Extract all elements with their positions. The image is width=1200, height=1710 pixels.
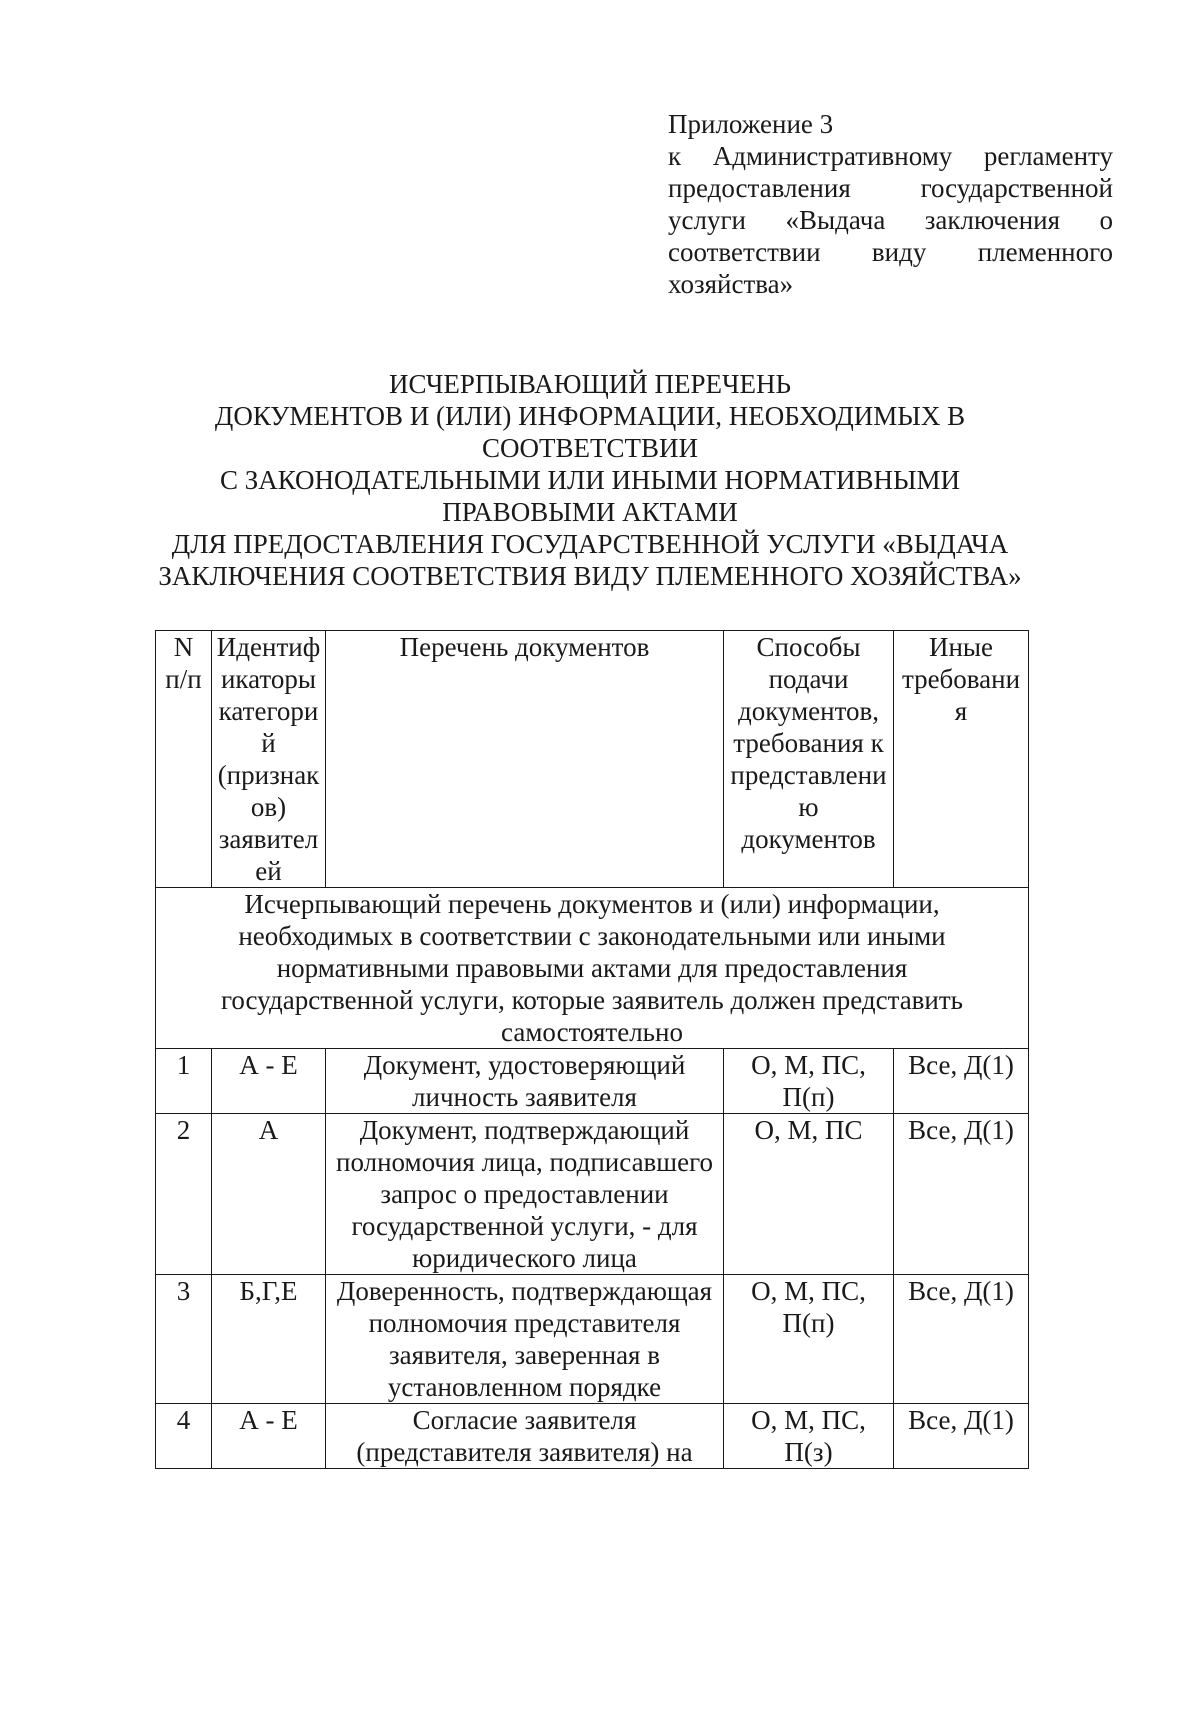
cell-ident: А - Е [212,1049,326,1114]
cell-ident: А [212,1114,326,1275]
table-row [156,1404,1029,1469]
cell-doc: Документ, удостоверяющий личность заявителя [326,1049,724,1114]
cell-num: 4 [156,1404,212,1469]
section-text: Исчерпывающий перечень документов и (или) информации, необходимых в соответствии с законодательными или иными нормативными правовыми актами для предоставления государственной услуги, которые заявитель должен представить самостоятельно [156,888,1029,1049]
header-ident: Идентификаторы категорий (признаков) заявителей [212,631,326,888]
cell-other: Все, Д(1) [894,1114,1029,1275]
cell-doc: Документ, подтверждающий полномочия лица, подписавшего запрос о предоставлении государственной услуги, - для юридического лица [326,1114,724,1275]
cell-ways: О, М, ПС, П(п) [724,1275,894,1404]
header-num: N п/п [156,631,212,888]
annex-body: к Административному регламенту предоставления государственной услуги «Выдача заключения о соответствии виду племенного хозяйства» [668,141,1113,299]
title-line: ПРАВОВЫМИ АКТАМИ [442,497,738,527]
title-line: ДЛЯ ПРЕДОСТАВЛЕНИЯ ГОСУДАРСТВЕННОЙ УСЛУГИ «ВЫДАЧА [171,529,1009,559]
annex-block [668,108,1113,300]
cell-other: Все, Д(1) [894,1404,1029,1469]
document-title [150,368,1030,592]
cell-other: Все, Д(1) [894,1049,1029,1114]
header-ways: Способы подачи документов, требования к представлению документов [724,631,894,888]
documents-table [155,630,1029,1469]
header-docs: Перечень документов [326,631,724,888]
cell-num: 2 [156,1114,212,1275]
cell-ways: О, М, ПС, П(п) [724,1049,894,1114]
cell-doc: Согласие заявителя (представителя заявителя) на [326,1404,724,1469]
cell-num: 3 [156,1275,212,1404]
table-row [156,1275,1029,1404]
table-row [156,1114,1029,1275]
title-line: ЗАКЛЮЧЕНИЯ СООТВЕТСТВИЯ ВИДУ ПЛЕМЕННОГО ХОЗЯЙСТВА» [158,561,1022,591]
table-header-row [156,631,1029,888]
cell-ways: О, М, ПС, П(з) [724,1404,894,1469]
title-line: ДОКУМЕНТОВ И (ИЛИ) ИНФОРМАЦИИ, НЕОБХОДИМЫХ В [214,401,966,431]
cell-ways: О, М, ПС [724,1114,894,1275]
title-line: ИСЧЕРПЫВАЮЩИЙ ПЕРЕЧЕНЬ [388,369,792,399]
section-row [156,888,1029,1049]
cell-other: Все, Д(1) [894,1275,1029,1404]
table-row [156,1049,1029,1114]
cell-ident: А - Е [212,1404,326,1469]
cell-doc: Доверенность, подтверждающая полномочия представителя заявителя, заверенная в установленном порядке [326,1275,724,1404]
header-other: Иные требования [894,631,1029,888]
cell-num: 1 [156,1049,212,1114]
cell-ident: Б,Г,Е [212,1275,326,1404]
annex-title: Приложение 3 [668,109,834,139]
title-line: СООТВЕТСТВИИ [482,433,698,463]
title-line: С ЗАКОНОДАТЕЛЬНЫМИ ИЛИ ИНЫМИ НОРМАТИВНЫМИ [219,465,961,495]
